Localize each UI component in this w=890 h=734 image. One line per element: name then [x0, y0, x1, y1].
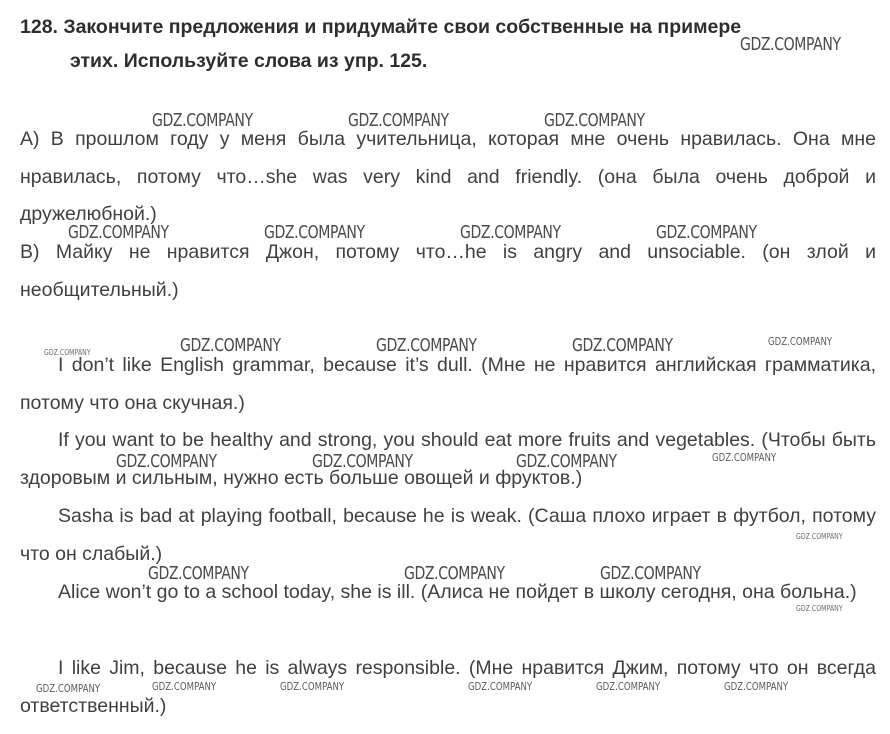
watermark: GDZ.COMPANY — [404, 563, 505, 584]
watermark: GDZ.COMPANY — [656, 222, 757, 243]
watermark: GDZ.COMPANY — [740, 34, 841, 55]
watermark: GDZ.COMPANY — [180, 335, 281, 356]
watermark: GDZ.COMPANY — [116, 451, 217, 472]
watermark: GDZ.COMPANY — [348, 110, 449, 131]
watermark: GDZ.COMPANY — [796, 532, 843, 541]
watermark: GDZ.COMPANY — [280, 680, 345, 693]
watermark: GDZ.COMPANY — [152, 680, 217, 693]
watermark: GDZ.COMPANY — [152, 110, 253, 131]
watermark: GDZ.COMPANY — [724, 680, 789, 693]
example-healthy: If you want to be healthy and strong, you should eat more fruits and vegetables. (Чтобы быть здоровым и сильным, нужно есть больше овощей и фруктов.) — [20, 429, 876, 489]
watermark: GDZ.COMPANY — [544, 110, 645, 131]
exercise-title-line-1: 128. Закончите предложения и придумайте свои собственные на примере — [20, 16, 742, 38]
exercise-title — [20, 10, 880, 78]
example-jim: I like Jim, because he is always responsible. (Мне нравится Джим, потому что он всегда ответственный.) — [20, 657, 876, 717]
watermark: GDZ.COMPANY — [596, 680, 661, 693]
watermark: GDZ.COMPANY — [312, 451, 413, 472]
watermark: GDZ.COMPANY — [68, 222, 169, 243]
watermark: GDZ.COMPANY — [44, 348, 91, 357]
exercise-title-line-2: этих. Используйте слова из упр. 125. — [70, 50, 428, 72]
watermark: GDZ.COMPANY — [36, 682, 101, 695]
watermark: GDZ.COMPANY — [264, 222, 365, 243]
watermark: GDZ.COMPANY — [796, 604, 843, 613]
paragraph-b: B) Майку не нравится Джон, потому что…he is angry and unsociable. (он злой и необщительный.) — [20, 241, 876, 301]
example-sasha: Sasha is bad at playing football, because he is weak. (Саша плохо играет в футбол, потому что он слабый.) — [20, 505, 876, 565]
watermark: GDZ.COMPANY — [712, 451, 777, 464]
example-alice: Alice won’t go to a school today, she is ill. (Алиса не пойдет в школу сегодня, она больна.) — [58, 581, 857, 603]
paragraph-a: A) В прошлом году у меня была учительница, которая мне очень нравилась. Она мне нравилась, потому что…she was very kind and friendly. (она была очень доброй и дружелюбной.) — [20, 128, 876, 225]
watermark: GDZ.COMPANY — [516, 451, 617, 472]
watermark: GDZ.COMPANY — [468, 680, 533, 693]
watermark: GDZ.COMPANY — [460, 222, 561, 243]
watermark: GDZ.COMPANY — [376, 335, 477, 356]
watermark: GDZ.COMPANY — [600, 563, 701, 584]
watermark: GDZ.COMPANY — [768, 335, 833, 348]
example-grammar: I don’t like English grammar, because it’s dull. (Мне не нравится английская грамматика, потому что она скучная.) — [20, 354, 876, 414]
watermark: GDZ.COMPANY — [148, 563, 249, 584]
watermark: GDZ.COMPANY — [572, 335, 673, 356]
